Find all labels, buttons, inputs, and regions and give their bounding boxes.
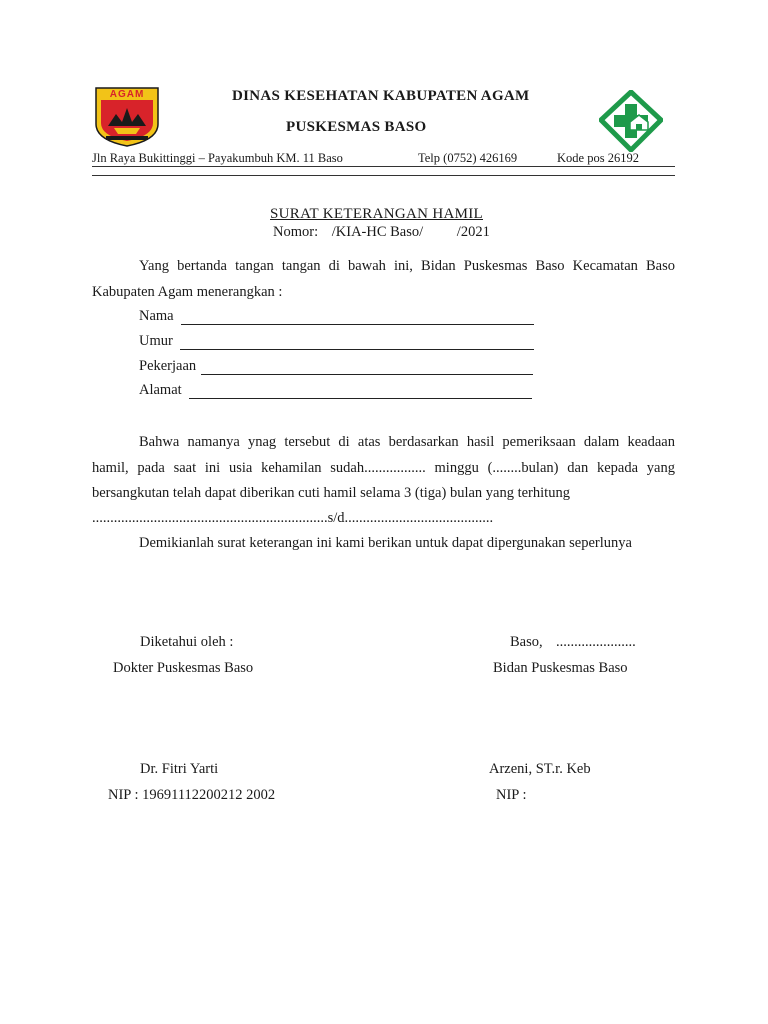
address-text: Jln Raya Bukittinggi – Payakumbuh KM. 11 Baso <box>92 151 343 165</box>
paragraph-line-2: hamil, pada saat ini usia kehamilan sudah................. minggu (........bulan) dan kepada yang <box>92 460 675 476</box>
paragraph-line-4: .................................................................s/d......................................... <box>92 510 494 526</box>
intro-line-2: Kabupaten Agam menerangkan : <box>92 284 283 300</box>
header-divider-bottom <box>92 175 675 176</box>
letter-number <box>273 224 490 241</box>
field-umur <box>139 333 534 350</box>
postal-code-text: Kode pos 26192 <box>557 151 639 165</box>
phone-text: Telp (0752) 426169 <box>418 151 518 165</box>
midwife-role: Bidan Puskesmas Baso <box>493 660 628 676</box>
field-pekerjaan <box>139 358 533 375</box>
place-label: Baso, <box>510 634 543 650</box>
field-pekerjaan-line <box>201 360 533 375</box>
field-alamat-label: Alamat <box>139 382 182 398</box>
intro-line-1: Yang bertanda tangan tangan di bawah ini, Bidan Puskesmas Baso Kecamatan Baso <box>139 258 675 274</box>
doctor-name: Dr. Fitri Yarti <box>140 761 219 777</box>
midwife-nip: NIP : <box>496 787 527 803</box>
paragraph-line-3: bersangkutan telah dapat diberikan cuti hamil selama 3 (tiga) bulan yang terhitung <box>92 485 570 501</box>
known-by-label: Diketahui oleh : <box>140 634 234 650</box>
header-divider-top <box>92 166 675 167</box>
logo-agam <box>92 84 162 148</box>
paragraph-line-1: Bahwa namanya ynag tersebut di atas berdasarkan hasil pemeriksaan dalam keadaan <box>139 434 675 450</box>
closing-statement: Demikianlah surat keterangan ini kami berikan untuk dapat dipergunakan seperlunya <box>139 535 632 551</box>
date-placeholder: ...................... <box>556 634 636 650</box>
logo-agam-text: AGAM <box>109 89 145 100</box>
letter-title: SURAT KETERANGAN HAMIL <box>270 206 483 222</box>
org-unit: PUSKESMAS BASO <box>286 119 427 135</box>
doctor-nip: NIP : 19691112200212 2002 <box>108 787 276 803</box>
org-name: DINAS KESEHATAN KABUPATEN AGAM <box>232 88 530 104</box>
field-alamat <box>139 382 532 399</box>
field-nama-label: Nama <box>139 308 174 324</box>
field-umur-line <box>180 335 534 350</box>
field-nama <box>139 308 534 325</box>
doctor-role: Dokter Puskesmas Baso <box>113 660 254 676</box>
letter-number-code: /KIA-HC Baso/ <box>331 224 424 240</box>
field-alamat-line <box>189 384 532 399</box>
midwife-name: Arzeni, ST.r. Keb <box>489 761 591 777</box>
field-pekerjaan-label: Pekerjaan <box>139 358 197 374</box>
letter-number-label: Nomor: <box>273 224 319 240</box>
logo-puskesmas <box>599 90 663 152</box>
letter-number-year: /2021 <box>456 224 490 240</box>
field-umur-label: Umur <box>139 333 173 349</box>
field-nama-line <box>181 310 534 325</box>
